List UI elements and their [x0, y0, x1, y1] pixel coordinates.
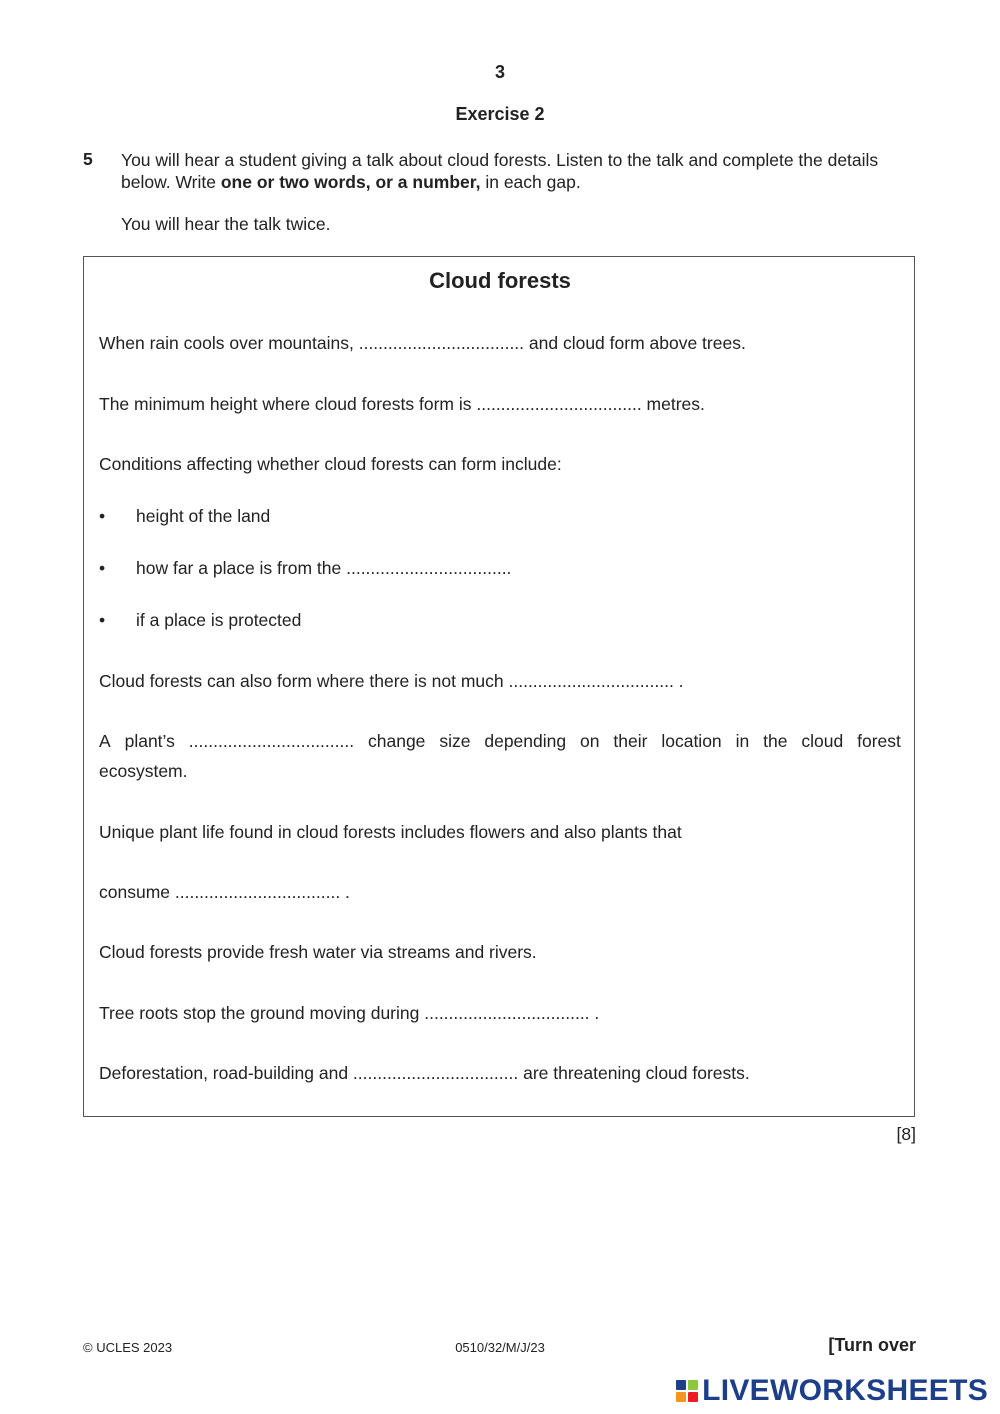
- bullet-3: if a place is protected: [136, 610, 302, 630]
- bullet-1: height of the land: [136, 506, 271, 526]
- word: change: [368, 731, 426, 751]
- bullet-1-marker: •: [99, 506, 106, 526]
- repeat-note: You will hear the talk twice.: [121, 214, 331, 234]
- bullet-2: [136, 553, 511, 583]
- text: .: [673, 671, 684, 691]
- word: plant’s: [124, 731, 175, 751]
- bullet-3-marker: •: [99, 610, 106, 630]
- word: forest: [857, 731, 901, 751]
- word: A: [99, 731, 111, 751]
- text: and cloud form above trees.: [524, 333, 746, 353]
- note-line-4-cont: ecosystem.: [99, 761, 188, 781]
- text: are threatening cloud forests.: [518, 1063, 750, 1083]
- answer-gap-4[interactable]: ..................................: [508, 671, 674, 691]
- text: .: [340, 882, 350, 902]
- note-line-3: [99, 666, 684, 696]
- conditions-intro: Conditions affecting whether cloud forests can form include:: [99, 454, 562, 474]
- copyright: © UCLES 2023: [83, 1340, 173, 1355]
- word: cloud: [801, 731, 844, 751]
- note-line-5: Unique plant life found in cloud forests includes flowers and also plants that: [99, 822, 682, 842]
- word: their: [613, 731, 648, 751]
- answer-gap-2[interactable]: ..................................: [476, 394, 642, 414]
- question-number: 5: [83, 149, 93, 169]
- total-marks: [8]: [896, 1124, 916, 1144]
- text: how far a place is from the: [136, 558, 347, 578]
- answer-gap-8[interactable]: ..................................: [352, 1063, 519, 1083]
- instruction-bold: one or two words, or a number,: [220, 172, 481, 192]
- word: on: [580, 731, 600, 751]
- text: Deforestation, road-building and: [99, 1063, 353, 1083]
- word: size: [439, 731, 471, 751]
- instruction-text: You will hear a student giving a talk about cloud forests. Listen to the talk and complete the details below. Write: [121, 150, 879, 192]
- note-line-2: [99, 389, 705, 419]
- bullet-2-marker: •: [99, 558, 106, 578]
- answer-gap-3[interactable]: ..................................: [346, 558, 512, 578]
- text: .: [589, 1003, 600, 1023]
- word: the: [763, 731, 788, 751]
- note-line-6: [99, 877, 350, 907]
- page-number: 3: [494, 62, 505, 82]
- text: The minimum height where cloud forests form is: [99, 394, 477, 414]
- text: Tree roots stop the ground moving during: [99, 1003, 425, 1023]
- liveworksheets-watermark: [675, 1374, 988, 1408]
- word: location: [661, 731, 722, 751]
- word: in: [735, 731, 750, 751]
- word: depending: [484, 731, 567, 751]
- liveworksheets-logo-icon: [675, 1379, 699, 1403]
- turn-over: [Turn over: [828, 1335, 916, 1355]
- note-line-8: [99, 998, 599, 1028]
- answer-gap-7[interactable]: ..................................: [424, 1003, 590, 1023]
- paper-code: 0510/32/M/J/23: [455, 1340, 545, 1355]
- instruction-text-end: in each gap.: [480, 172, 581, 192]
- note-line-9: [99, 1058, 750, 1088]
- watermark-text: LIVEWORKSHEETS: [702, 1374, 988, 1407]
- note-line-7: Cloud forests provide fresh water via streams and rivers.: [99, 942, 537, 962]
- text: Cloud forests can also form where there is not much: [99, 671, 509, 691]
- exercise-title: Exercise 2: [455, 104, 545, 124]
- text: When rain cools over mountains,: [99, 333, 359, 353]
- box-title: Cloud forests: [429, 268, 571, 293]
- question-instructions: [121, 149, 921, 193]
- text: consume: [99, 882, 175, 902]
- text: metres.: [641, 394, 705, 414]
- note-line-4: [99, 726, 901, 756]
- answer-gap-1[interactable]: ..................................: [358, 333, 525, 353]
- answer-gap-5[interactable]: ..................................: [188, 731, 355, 751]
- answer-gap-6[interactable]: ..................................: [174, 882, 341, 902]
- note-line-1: [99, 328, 746, 358]
